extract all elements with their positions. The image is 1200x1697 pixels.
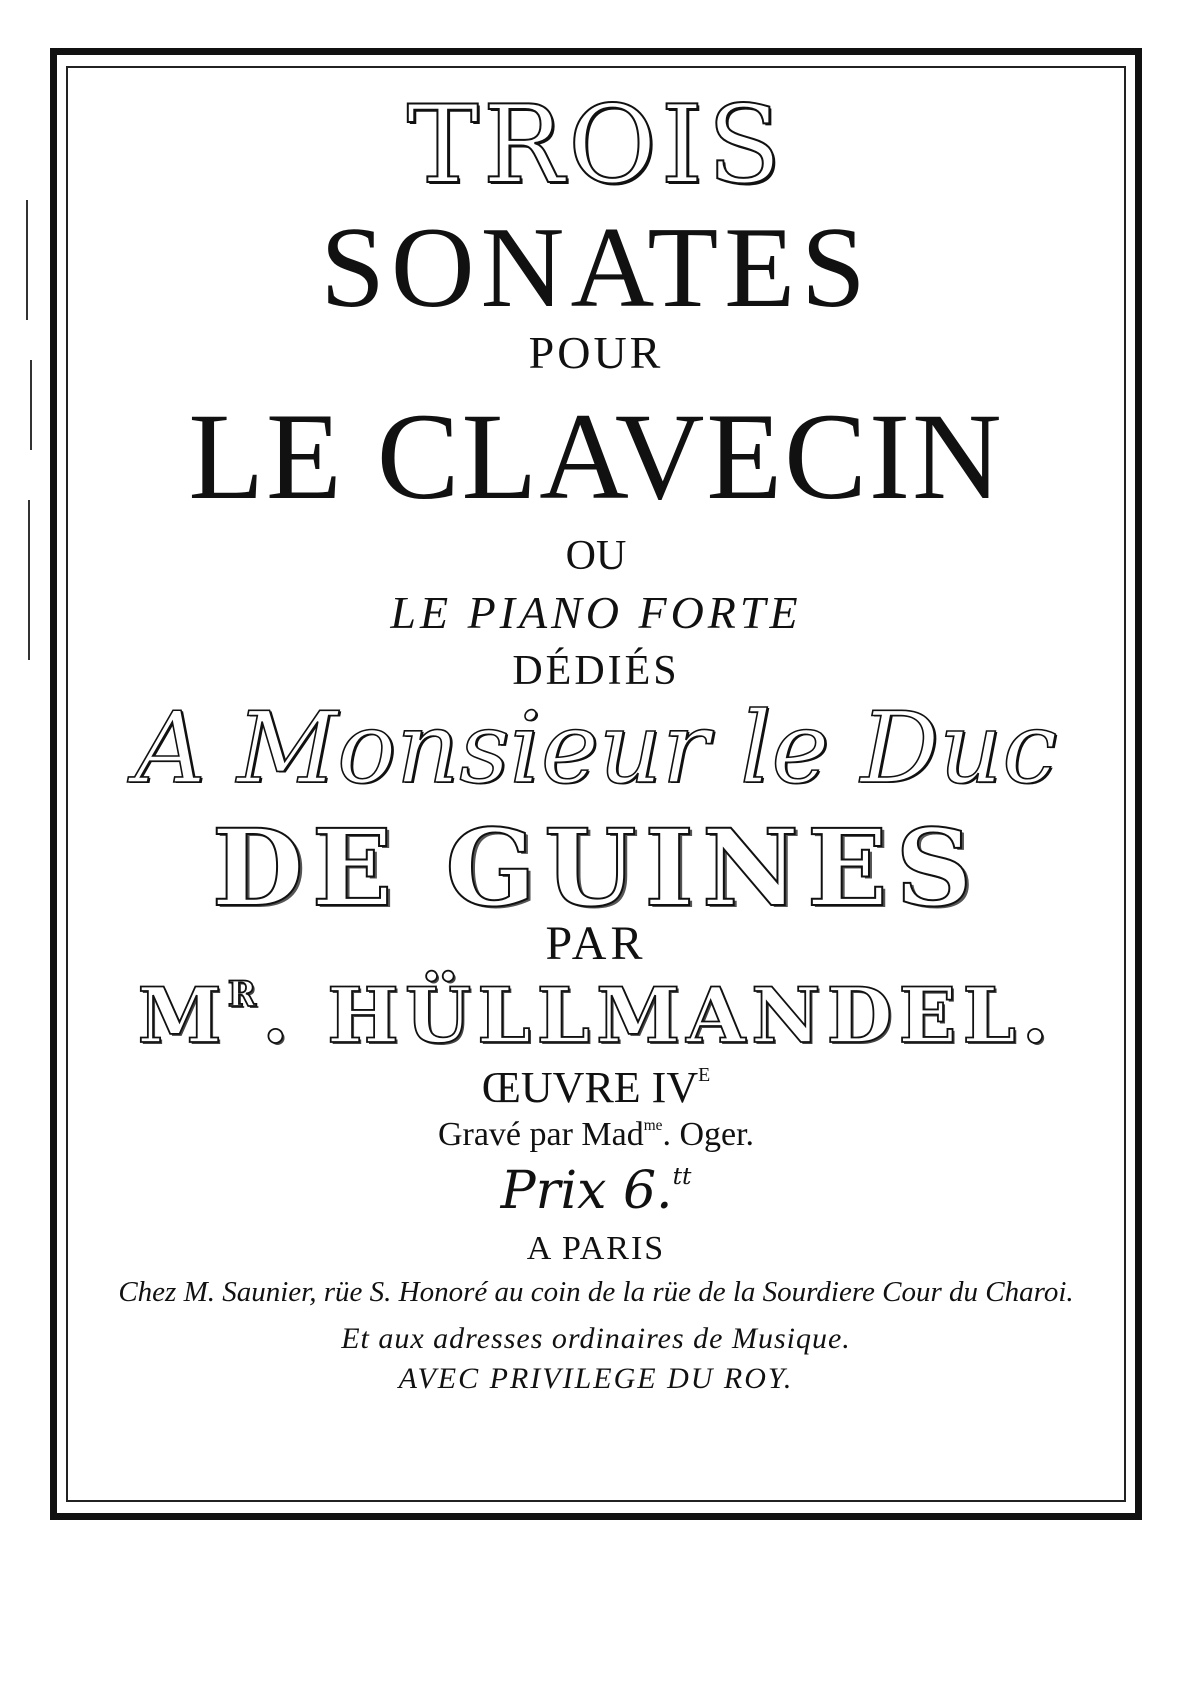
margin-mark [26, 200, 28, 320]
opus-line [66, 1063, 1126, 1112]
publisher-line: Chez M. Saunier, rüe S. Honoré au coin de la rüe de la Sourdiere Cour du Charoi. [118, 1276, 1074, 1308]
opus-text: ŒUVRE IV [481, 1063, 699, 1112]
engraver-text: Gravé par Mad [437, 1116, 644, 1153]
title-trois: TROIS [406, 83, 786, 208]
author-line [66, 971, 1126, 1060]
text-pour: POUR [528, 327, 664, 378]
margin-mark [28, 500, 30, 660]
margin-mark [30, 360, 32, 450]
price-line [66, 1161, 1126, 1221]
addresses-line: Et aux adresses ordinaires de Musique. [341, 1322, 851, 1355]
opus-sup: E [698, 1064, 711, 1086]
title-sonates: SONATES [320, 204, 872, 332]
privilege-line: AVEC PRIVILEGE DU ROY. [398, 1362, 794, 1395]
title-clavecin: LE CLAVECIN [188, 388, 1004, 525]
author-name: . HÜLLMANDEL. [262, 971, 1055, 1060]
engraver-sup: me [643, 1117, 663, 1134]
text-ou: OU [565, 533, 627, 579]
text-dedies: DÉDIÉS [512, 648, 680, 694]
price-sup: tt [672, 1162, 692, 1190]
dedication-guines: DE GUINES [211, 805, 981, 930]
engraver-name: . Oger. [662, 1116, 755, 1153]
text-par: PAR [545, 917, 647, 970]
city-line: A PARIS [526, 1230, 666, 1267]
author-prefix: M [137, 971, 228, 1060]
dedication-monsieur: A Monsieur le Duc [134, 692, 1058, 806]
price-text: Prix 6. [500, 1161, 673, 1221]
engraver-line [66, 1118, 1126, 1152]
text-piano-forte: LE PIANO FORTE [390, 587, 802, 638]
author-prefix-sup: R [227, 975, 263, 1015]
